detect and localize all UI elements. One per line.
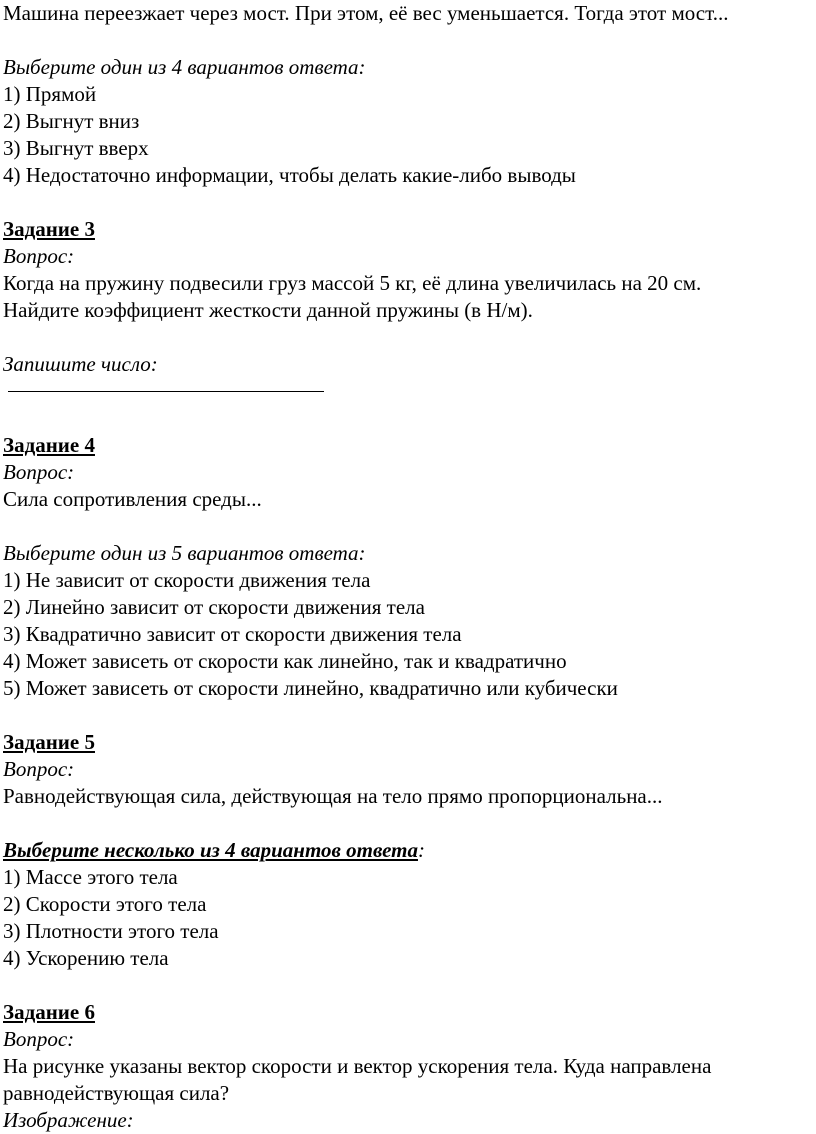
q2-option-4: 4) Недостаточно информации, чтобы делать какие-либо выводы: [3, 163, 576, 187]
q5-option-3: 3) Плотности этого тела: [3, 919, 219, 943]
q5-option-2: 2) Скорости этого тела: [3, 892, 207, 916]
q3-title: Задание 3: [3, 217, 95, 241]
spacer: [3, 27, 816, 54]
q4-option-2: 2) Линейно зависит от скорости движения тела: [3, 595, 425, 619]
q4-title: Задание 4: [3, 433, 95, 457]
q5-option-1: 1) Массе этого тела: [3, 865, 178, 889]
spacer: [3, 405, 816, 432]
q2-prompt: Выберите один из 4 вариантов ответа:: [3, 55, 366, 79]
q3-prompt: Запишите число:: [3, 352, 158, 376]
spacer: [3, 513, 816, 540]
q2-question: Машина переезжает через мост. При этом, её вес уменьшается. Тогда этот мост...: [3, 1, 729, 25]
spacer: [3, 702, 816, 729]
q6-image-label: Изображение:: [3, 1108, 134, 1132]
q6-label: Вопрос:: [3, 1027, 75, 1051]
q5-prompt: Выберите несколько из 4 вариантов ответа: [3, 838, 418, 862]
q3-answer-field[interactable]: [3, 378, 816, 405]
answer-underline: [8, 391, 324, 392]
q5-prompt-colon: :: [417, 838, 425, 862]
q6-question-line-2: равнодействующая сила?: [3, 1081, 230, 1105]
q4-option-4: 4) Может зависеть от скорости как линейно, так и квадратично: [3, 649, 567, 673]
q5-title: Задание 5: [3, 730, 95, 754]
q2-option-3: 3) Выгнут вверх: [3, 136, 149, 160]
spacer: [3, 324, 816, 351]
spacer: [3, 189, 816, 216]
q5-option-4: 4) Ускорению тела: [3, 946, 169, 970]
spacer: [3, 972, 816, 999]
q6-question-line-1: На рисунке указаны вектор скорости и вектор ускорения тела. Куда направлена: [3, 1054, 712, 1078]
q5-question: Равнодействующая сила, действующая на тело прямо пропорциональна...: [3, 784, 663, 808]
q2-option-2: 2) Выгнут вниз: [3, 109, 140, 133]
q6-title: Задание 6: [3, 1000, 95, 1024]
spacer: [3, 810, 816, 837]
q2-option-1: 1) Прямой: [3, 82, 97, 106]
q4-option-1: 1) Не зависит от скорости движения тела: [3, 568, 371, 592]
q4-option-3: 3) Квадратично зависит от скорости движения тела: [3, 622, 462, 646]
q4-option-5: 5) Может зависеть от скорости линейно, квадратично или кубически: [3, 676, 618, 700]
q3-question-line-2: Найдите коэффициент жесткости данной пружины (в Н/м).: [3, 298, 533, 322]
q4-prompt: Выберите один из 5 вариантов ответа:: [3, 541, 366, 565]
q4-question: Сила сопротивления среды...: [3, 487, 262, 511]
q3-question-line-1: Когда на пружину подвесили груз массой 5 кг, её длина увеличилась на 20 см.: [3, 271, 702, 295]
q5-label: Вопрос:: [3, 757, 75, 781]
q5-prompt-line: [3, 837, 816, 864]
q4-label: Вопрос:: [3, 460, 75, 484]
q3-label: Вопрос:: [3, 244, 75, 268]
